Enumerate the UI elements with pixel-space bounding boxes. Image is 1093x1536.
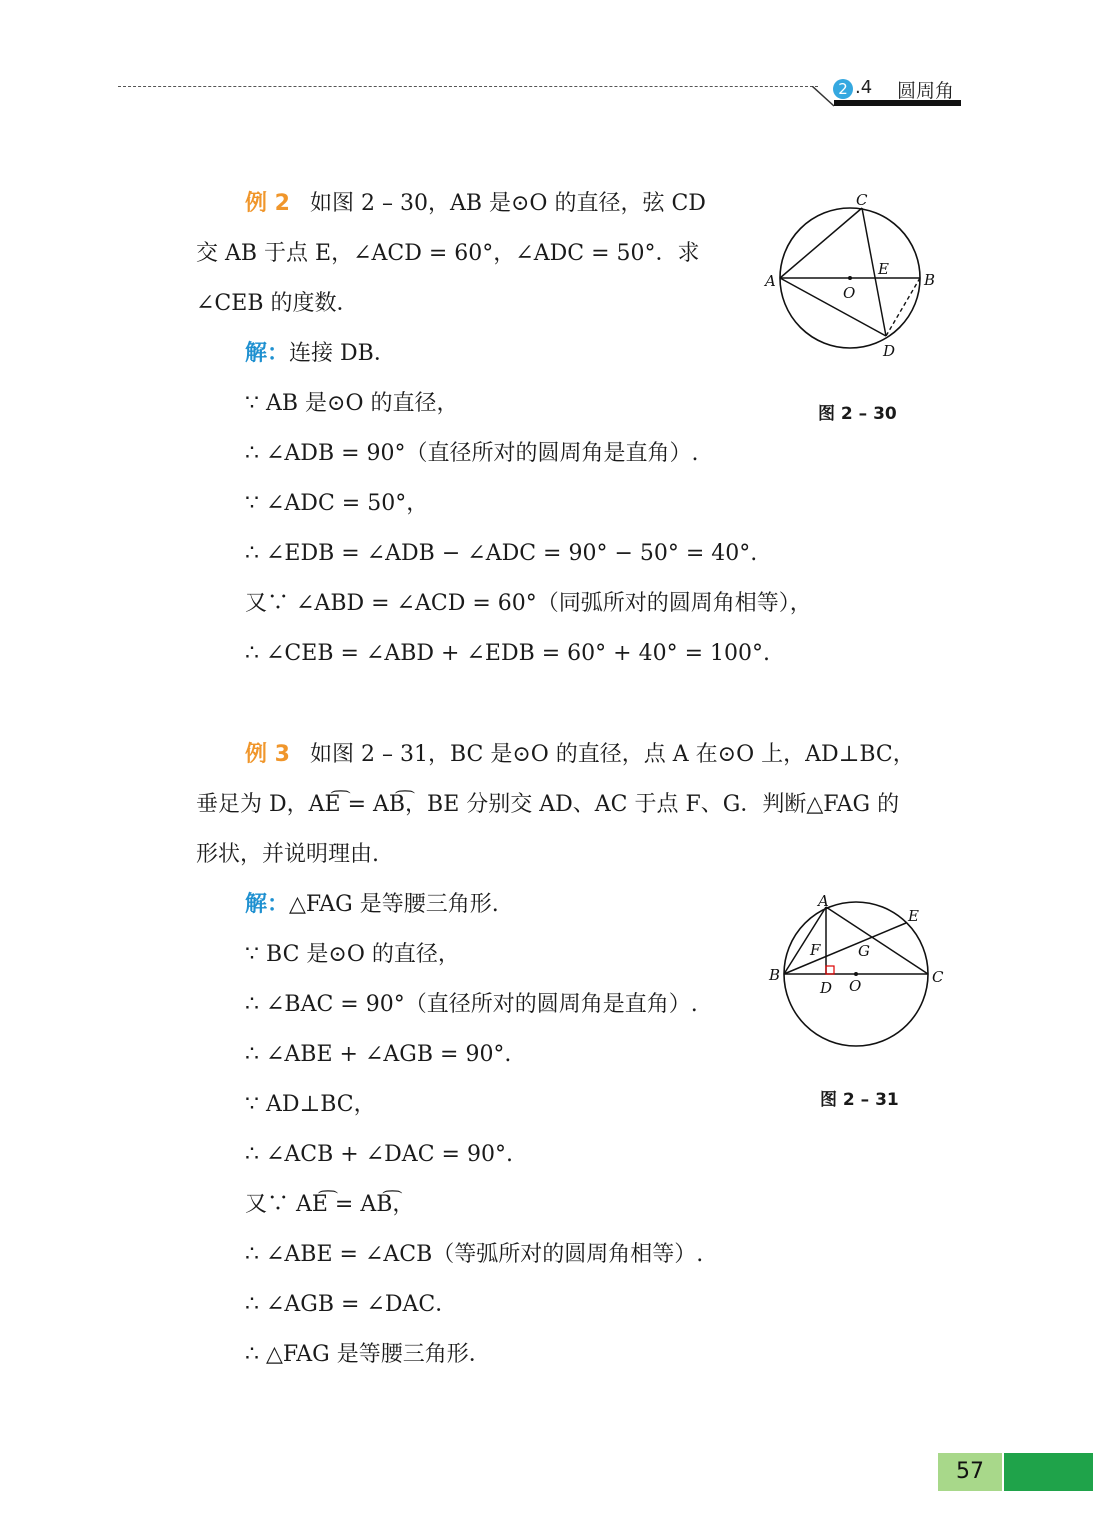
point-label-g: G	[858, 942, 870, 960]
example2-problem-text-1: 如图 2 – 30，AB 是⊙O 的直径，弦 CD	[309, 191, 706, 216]
example3-solution-line	[245, 890, 499, 920]
example2-solution-line	[245, 339, 396, 369]
section-title: 圆周角	[897, 80, 955, 102]
point-label-f: F	[810, 941, 821, 959]
example2-step-1: ∵ AB 是⊙O 的直径，	[245, 391, 459, 416]
example2-step-5: 又∵ ∠ABD = ∠ACD = 60°（同弧所对的圆周角相等），	[245, 591, 812, 616]
point-label-b: B	[769, 966, 781, 984]
example2-step-4: ∴ ∠EDB = ∠ADB − ∠ADC = 90° − 50° = 40°.	[245, 541, 758, 566]
example3-line-1	[245, 740, 915, 770]
chord-ad	[780, 278, 886, 336]
point-label-b: B	[924, 271, 936, 289]
section-number-suffix: .4	[855, 77, 873, 98]
page-band-decoration	[1004, 1453, 1093, 1491]
example3-step-4: ∵ AD⊥BC，	[245, 1092, 376, 1117]
header-dashed-rule	[118, 86, 818, 87]
example2-problem-text-3: ∠CEB 的度数．	[196, 291, 359, 316]
chord-be	[784, 923, 906, 974]
example3-step-6: 又∵ AE͡ = AB͡，	[245, 1192, 415, 1217]
example3-solution-first: △FAG 是等腰三角形.	[289, 892, 499, 917]
chord-ac	[780, 208, 862, 278]
center-dot-o	[848, 276, 852, 280]
example3-problem-text-1: 如图 2 – 31，BC 是⊙O 的直径，点 A 在⊙O 上，AD⊥BC，	[309, 742, 915, 767]
example2-problem-text-2: 交 AB 于点 E，∠ACD = 60°，∠ADC = 50°．求	[196, 241, 700, 266]
example3-problem-text-2: 垂足为 D，AE͡ = AB͡，BE 分别交 AD、AC 于点 F、G．判断△FAG 的	[196, 792, 900, 817]
example3-step-9: ∴ △FAG 是等腰三角形．	[245, 1342, 491, 1367]
example2-label: 例 2	[245, 191, 290, 216]
point-label-c: C	[856, 191, 868, 209]
section-number-badge: 2	[833, 79, 853, 99]
example2-step-3: ∵ ∠ADC = 50°，	[245, 491, 429, 516]
example3-step-8: ∴ ∠AGB = ∠DAC．	[245, 1292, 458, 1317]
point-label-e: E	[908, 907, 919, 925]
segment-db-dashed	[886, 278, 920, 336]
page-number: 57	[938, 1453, 1002, 1491]
example2-line-1	[245, 189, 706, 219]
center-dot-o	[854, 972, 858, 976]
figure-2-30-diagram	[760, 188, 945, 363]
example3-step-3: ∴ ∠ABE + ∠AGB = 90°.	[245, 1042, 512, 1067]
example3-label: 例 3	[245, 742, 290, 767]
point-label-d: D	[820, 979, 833, 997]
example3-problem-text-3: 形状，并说明理由.	[196, 842, 379, 867]
figure-2-31-diagram	[762, 890, 952, 1055]
point-label-d: D	[883, 342, 896, 360]
example3-step-7: ∴ ∠ABE = ∠ACB（等弧所对的圆周角相等）.	[245, 1242, 704, 1267]
right-angle-mark	[826, 966, 834, 974]
example3-step-1: ∵ BC 是⊙O 的直径，	[245, 942, 460, 967]
point-label-c: C	[932, 968, 944, 986]
figure-2-30-caption: 图 2 – 30	[818, 404, 897, 424]
point-label-o: O	[843, 284, 856, 302]
example2-step-2: ∴ ∠ADB = 90°（直径所对的圆周角是直角）.	[245, 441, 699, 466]
point-label-e: E	[878, 260, 889, 278]
example3-step-5: ∴ ∠ACB + ∠DAC = 90°.	[245, 1142, 513, 1167]
example3-step-2: ∴ ∠BAC = 90°（直径所对的圆周角是直角）.	[245, 992, 698, 1017]
example2-solution-label: 解：	[245, 341, 290, 366]
example2-solution-first: 连接 DB．	[289, 341, 396, 366]
point-label-a: A	[818, 892, 829, 910]
example2-step-6: ∴ ∠CEB = ∠ABD + ∠EDB = 60° + 40° = 100°.	[245, 641, 770, 666]
figure-2-31-caption: 图 2 – 31	[820, 1090, 899, 1110]
point-label-a: A	[765, 272, 776, 290]
point-label-o: O	[849, 977, 862, 995]
example3-solution-label: 解：	[245, 892, 290, 917]
